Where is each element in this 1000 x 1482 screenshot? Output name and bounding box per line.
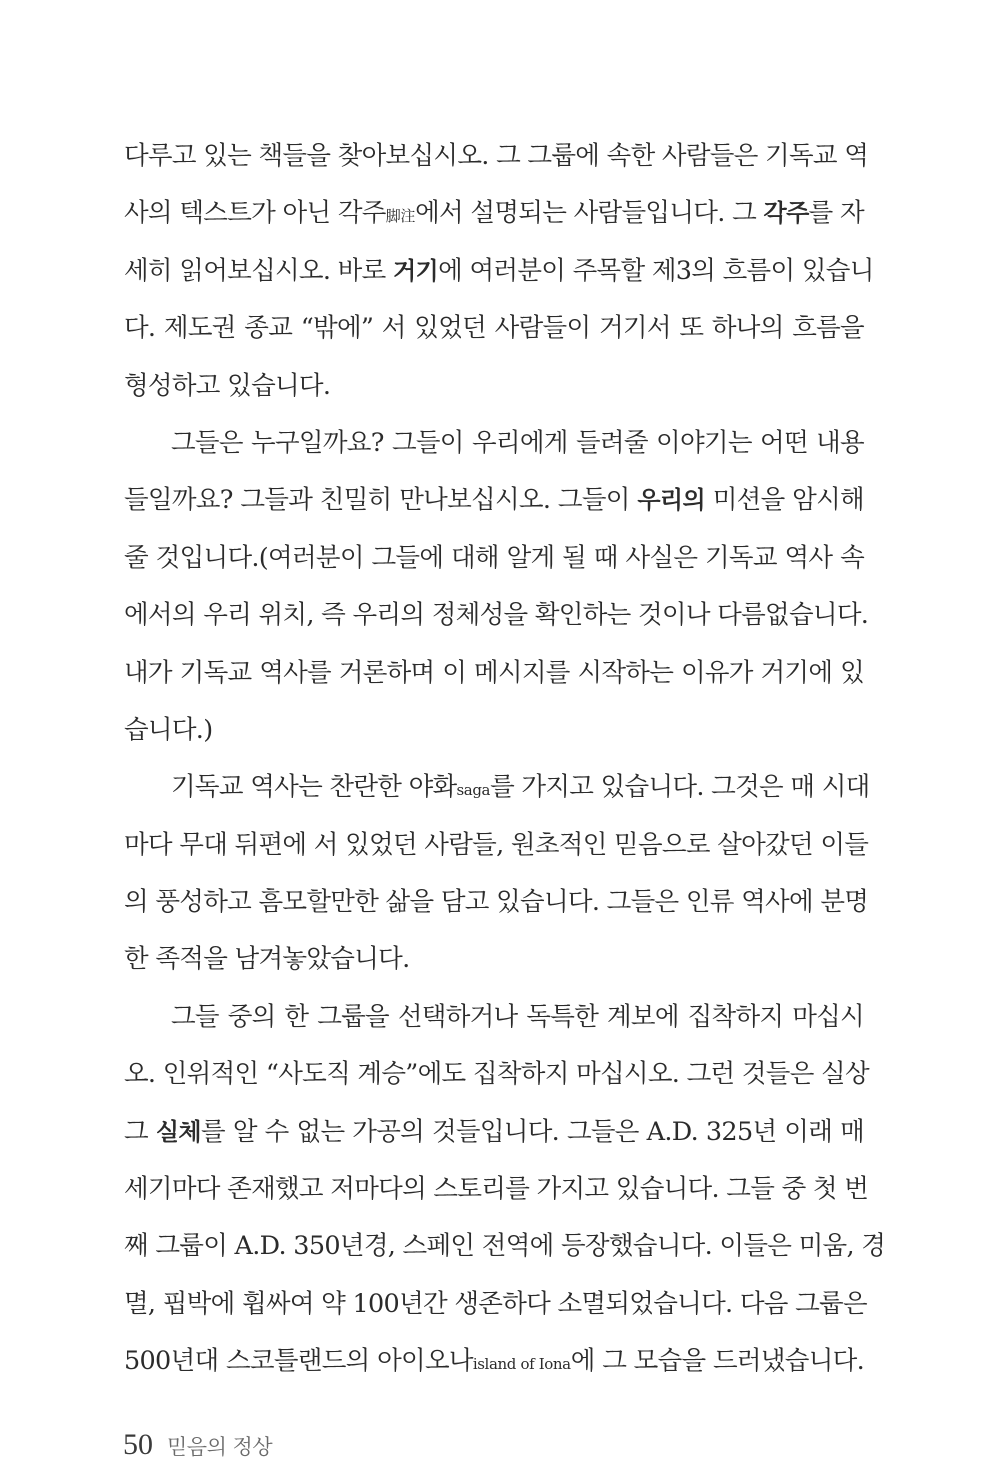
text-line: 습니다.): [124, 714, 213, 745]
text-line: 내가 기독교 역사를 거론하며 이 메시지를 시작하는 이유가 거기에 있: [124, 657, 864, 688]
text-line: 사의 텍스트가 아닌 각주脚注에서 설명되는 사람들입니다. 그 각주를 자: [124, 198, 864, 229]
text-line: 세히 읽어보십시오. 바로 거기에 여러분이 주목할 제3의 흐름이 있습니: [124, 255, 874, 286]
text-line: 째 그룹이 A.D. 350년경, 스페인 전역에 등장했습니다. 이들은 미움, 경: [124, 1231, 886, 1262]
text-line: 한 족적을 남겨놓았습니다.: [124, 944, 410, 975]
text-line: 들일까요? 그들과 친밀히 만나보십시오. 그들이 우리의 미션을 암시해: [124, 485, 864, 516]
text-line: 다. 제도권 종교 “밖에” 서 있었던 사람들이 거기서 또 하나의 흐름을: [124, 313, 864, 344]
emphasis-text: 우리의: [637, 486, 706, 515]
text-line: 오. 인위적인 “사도직 계승”에도 집착하지 마십시오. 그런 것들은 실상: [124, 1059, 869, 1090]
running-title: 믿음의 정상: [167, 1435, 273, 1459]
text-line: 다루고 있는 책들을 찾아보십시오. 그 그룹에 속한 사람들은 기독교 역: [124, 141, 869, 171]
text-line: 500년대 스코틀랜드의 아이오나island of Iona에 그 모습을 드러냈습니다.: [124, 1346, 865, 1377]
annotation-hanja: 脚注: [385, 207, 416, 226]
page-footer: [123, 1428, 272, 1462]
text-line: 세기마다 존재했고 저마다의 스토리를 가지고 있습니다. 그들 중 첫 번: [124, 1174, 869, 1205]
text-line: 그 실체를 알 수 없는 가공의 것들입니다. 그들은 A.D. 325년 이래 매: [124, 1116, 865, 1147]
text-line: 줄 것입니다.(여러분이 그들에 대해 알게 될 때 사실은 기독교 역사 속: [124, 542, 864, 573]
paragraph-start-line: 기독교 역사는 찬란한 야화saga를 가지고 있습니다. 그것은 매 시대: [171, 772, 870, 803]
emphasis-text: 거기: [392, 256, 439, 285]
page-number: 50: [123, 1428, 153, 1461]
text-line: 에서의 우리 위치, 즉 우리의 정체성을 확인하는 것이나 다름없습니다.: [124, 600, 869, 631]
text-line: 의 풍성하고 흠모할만한 삶을 담고 있습니다. 그들은 인류 역사에 분명: [124, 887, 869, 918]
annotation-english: saga: [456, 781, 491, 800]
paragraph-start-line: 그들은 누구일까요? 그들이 우리에게 들려줄 이야기는 어떤 내용: [171, 427, 864, 458]
paragraph-start-line: 그들 중의 한 그룹을 선택하거나 독특한 계보에 집착하지 마십시: [171, 1001, 864, 1032]
annotation-english: island of Iona: [472, 1355, 571, 1374]
emphasis-text: 각주: [763, 199, 809, 228]
text-line: 마다 무대 뒤편에 서 있었던 사람들, 원초적인 믿음으로 살아갔던 이들: [124, 829, 869, 860]
emphasis-text: 실체: [155, 1117, 202, 1146]
text-line: 형성하고 있습니다.: [124, 370, 331, 401]
text-line: 멸, 핍박에 휩싸여 약 100년간 생존하다 소멸되었습니다. 다음 그룹은: [124, 1288, 867, 1319]
body-text: [124, 128, 886, 1391]
